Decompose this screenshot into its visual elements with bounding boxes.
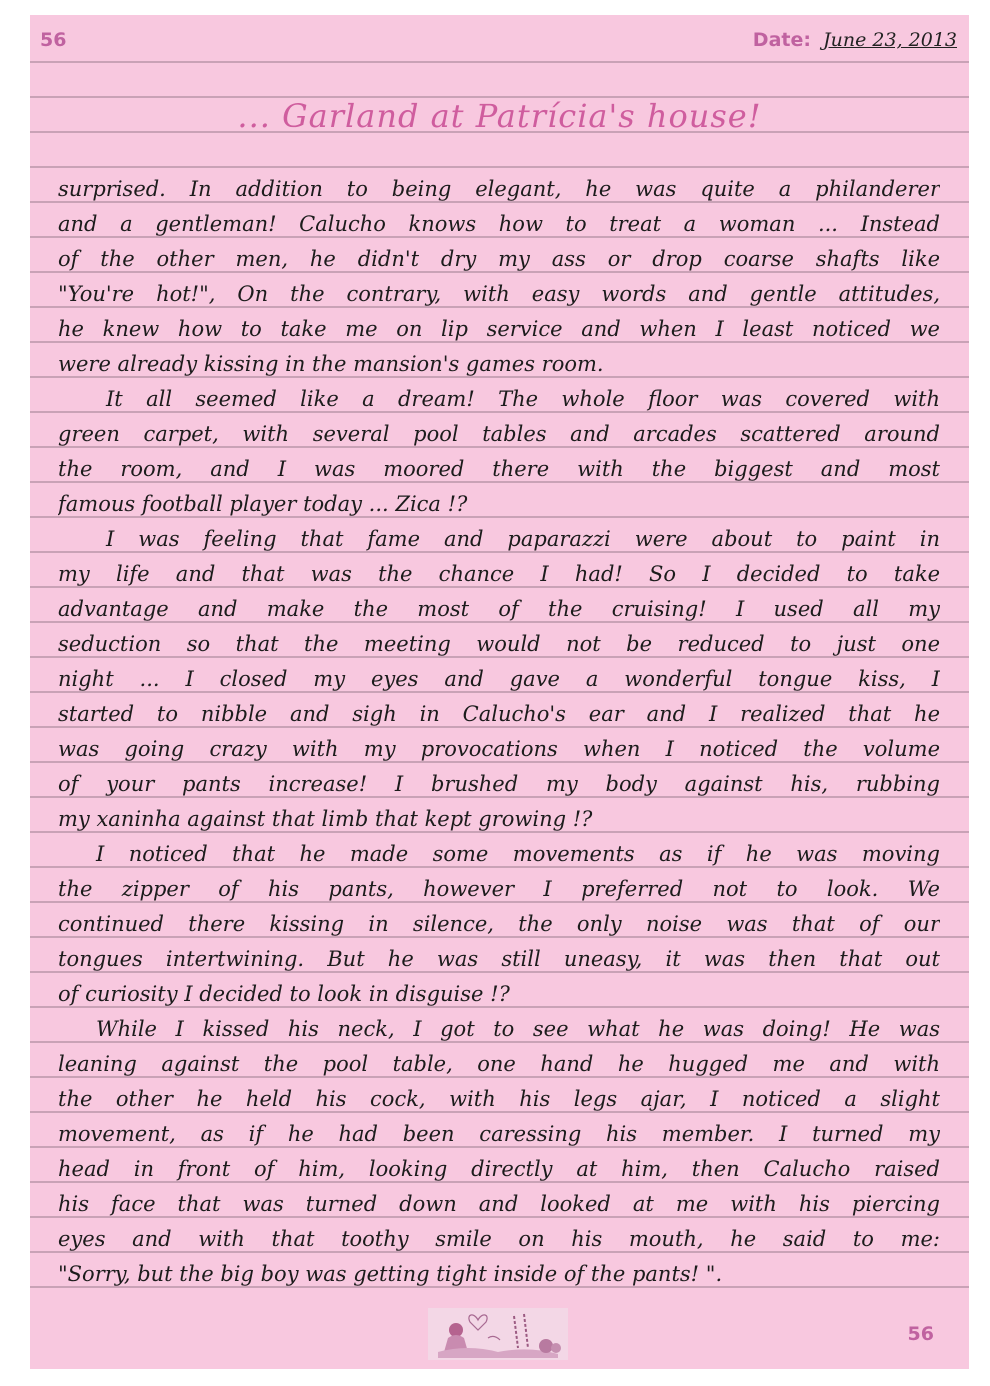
text-line: of the other men, he didn't dry my ass or drop coarse shafts like: [58, 247, 940, 271]
text-line: started to nibble and sigh in Calucho's ear and I realized that he: [58, 702, 940, 726]
handwritten-text: [58, 172, 940, 1292]
text-line: seduction so that the meeting would not be reduced to just one: [58, 632, 940, 656]
text-line: movement, as if he had been caressing his member. I turned my: [58, 1122, 940, 1146]
date-field: [753, 29, 957, 51]
text-line: and a gentleman! Calucho knows how to treat a woman ... Instead: [58, 212, 940, 236]
text-line: of your pants increase! I brushed my body against his, rubbing: [58, 772, 940, 796]
text-line: were already kissing in the mansion's games room.: [58, 352, 604, 376]
text-line: continued there kissing in silence, the only noise was that of our: [58, 912, 940, 936]
text-line: of curiosity I decided to look in disguise !?: [58, 982, 510, 1006]
text-line: eyes and with that toothy smile on his mouth, he said to me:: [58, 1227, 940, 1251]
page-title: ... Garland at Patrícia's house!: [237, 97, 762, 135]
text-line: was going crazy with my provocations when I noticed the volume: [58, 737, 940, 761]
notebook-page: [30, 15, 969, 1369]
page-number-top: 56: [40, 29, 67, 51]
text-line: famous football player today ... Zica !?: [58, 492, 468, 516]
date-label: Date:: [752, 29, 811, 51]
text-line: tongues intertwining. But he was still uneasy, it was then that out: [58, 947, 940, 971]
text-line: green carpet, with several pool tables and arcades scattered around: [58, 422, 940, 446]
text-line: my xaninha against that limb that kept growing !?: [58, 807, 593, 831]
text-line: leaning against the pool table, one hand he hugged me and with: [58, 1052, 940, 1076]
text-line: the room, and I was moored there with the biggest and most: [58, 457, 940, 481]
text-line: night ... I closed my eyes and gave a wonderful tongue kiss, I: [58, 667, 940, 691]
date-value: June 23, 2013: [823, 29, 957, 51]
text-line: I noticed that he made some movements as if he was moving: [96, 842, 940, 866]
text-line: head in front of him, looking directly at him, then Calucho raised: [58, 1157, 940, 1181]
text-line: he knew how to take me on lip service and when I least noticed we: [58, 317, 940, 341]
text-line: "Sorry, but the big boy was getting tight inside of the pants! ".: [58, 1262, 723, 1286]
text-line: advantage and make the most of the cruising! I used all my: [58, 597, 940, 621]
text-line: the zipper of his pants, however I preferred not to look. We: [58, 877, 940, 901]
text-line: While I kissed his neck, I got to see what he was doing! He was: [96, 1017, 940, 1041]
text-line: It all seemed like a dream! The whole floor was covered with: [106, 387, 940, 411]
page-number-bottom: 56: [907, 1323, 934, 1345]
text-line: my life and that was the chance I had! So I decided to take: [58, 562, 940, 586]
text-line: "You're hot!", On the contrary, with easy words and gentle attitudes,: [58, 282, 940, 306]
text-line: his face that was turned down and looked at me with his piercing: [58, 1192, 940, 1216]
text-line: the other he held his cock, with his legs ajar, I noticed a slight: [58, 1087, 940, 1111]
text-line: I was feeling that fame and paparazzi were about to paint in: [106, 527, 940, 551]
doodle-illustration-icon: [428, 1308, 568, 1360]
text-line: surprised. In addition to being elegant, he was quite a philanderer: [58, 177, 940, 201]
